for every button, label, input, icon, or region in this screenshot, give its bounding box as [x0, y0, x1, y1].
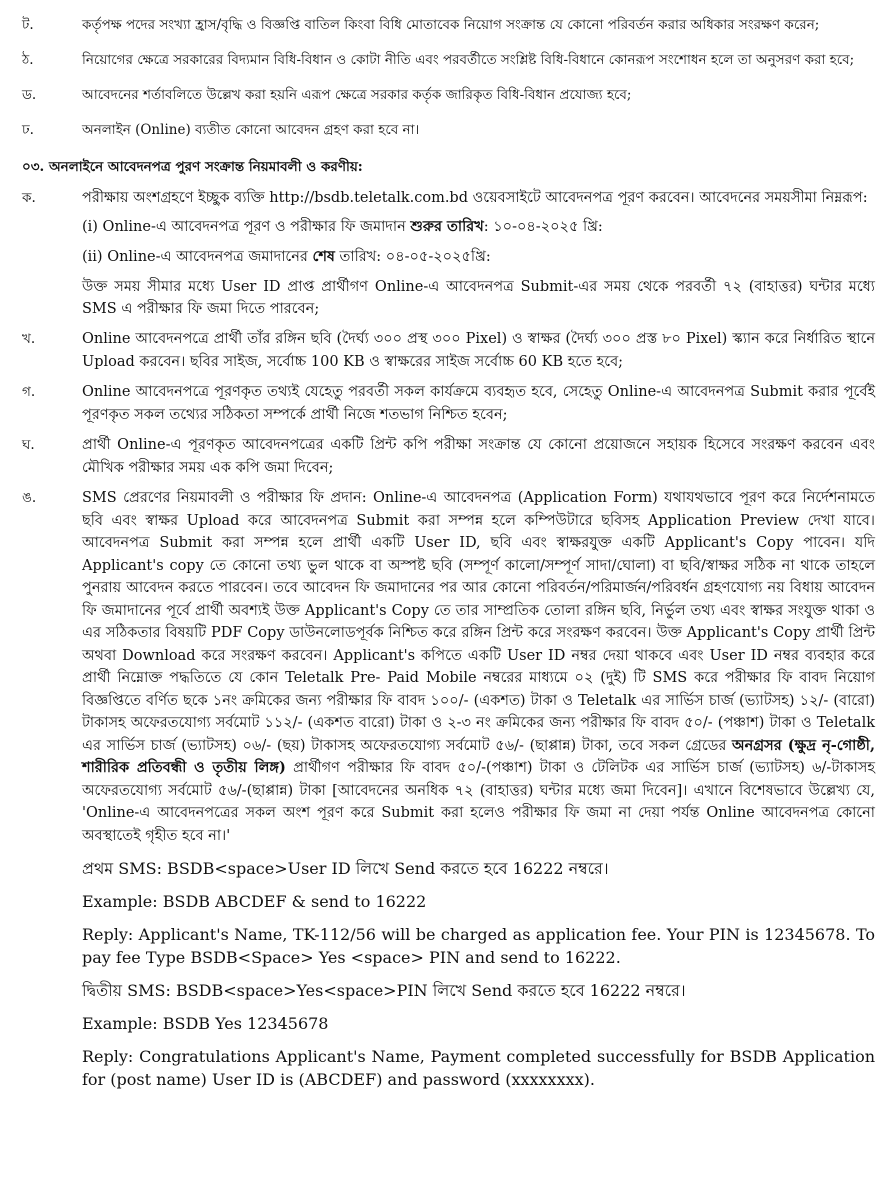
item-marker: ঘ. — [22, 437, 35, 453]
first-sms: প্রথম SMS: BSDB<space>User ID লিখে Send করতে হবে 16222 নম্বরে। — [82, 859, 609, 878]
second-sms: দ্বিতীয় SMS: BSDB<space>Yes<space>PIN লিখে Send করতে হবে 16222 নম্বরে। — [82, 981, 686, 1000]
item-text: আবেদনের শর্তাবলিতে উল্লেখ করা হয়নি এরূপ ক্ষেত্রে সরকার কর্তৃক জারিকৃত বিধি-বিধান প্রযোজ্য হবে; — [82, 87, 632, 103]
list-item-ka — [22, 187, 875, 210]
list-item-umo — [22, 487, 875, 847]
example-2: Example: BSDB Yes 12345678 — [82, 1014, 329, 1033]
item-text — [82, 487, 875, 847]
date-end-value: তারিখ: ০৪-০৫-২০২৫খ্রি: — [334, 249, 491, 265]
item-marker: ঙ. — [22, 490, 37, 506]
date-start-line — [82, 216, 875, 238]
list-item-gha — [22, 434, 875, 479]
item-marker: খ. — [22, 331, 36, 347]
item-text: অনলাইন (Online) ব্যতীত কোনো আবেদন গ্রহণ করা হবে না। — [82, 122, 420, 138]
date-start-prefix: (i) Online-এ আবেদনপত্র পূরণ ও পরীক্ষার ফি জমাদান — [82, 219, 411, 235]
item-text: পরীক্ষায় অংশগ্রহণে ইচ্ছুক ব্যক্তি http://bsdb.teletalk.com.bd ওয়েবসাইটে আবেদনপত্র পূরণ করবেন। আবেদনের সময়সীমা নিম্নরূপ: — [82, 190, 868, 206]
list-item-dha — [22, 119, 875, 142]
list-item-tha — [22, 49, 875, 72]
section-heading: ০৩. অনলাইনে আবেদনপত্র পুরণ সংক্রান্ত নিয়মাবলী ও করণীয়: — [22, 159, 363, 175]
item-text: নিয়োগের ক্ষেত্রে সরকারের বিদ্যমান বিধি-বিধান ও কোটা নীতি এবং পরবর্তীতে সংশ্লিষ্ট বিধি-বিধানে কোনরূপ সংশোধন হলে তা অনুসরণ করা হবে; — [82, 52, 855, 68]
list-item-ga — [22, 381, 875, 426]
item-text: প্রার্থী Online-এ পূরণকৃত আবেদনপত্রের একটি প্রিন্ট কপি পরীক্ষা সংক্রান্ত যে কোনো প্রয়োজনে সহায়ক হিসেবে সংরক্ষণ করবেন এবং মৌখিক পরীক্ষার সময় এক কপি জমা দিবেন; — [82, 437, 875, 476]
reply-1: Reply: Applicant's Name, TK-112/56 will be charged as application fee. Your PIN is 12345678. To pay fee Type BSDB<Space> Yes <space> PIN and send to 16222. — [82, 925, 875, 967]
date-end-label: শেষ — [312, 248, 335, 265]
item-marker: গ. — [22, 384, 36, 400]
example-1: Example: BSDB ABCDEF & send to 16222 — [82, 892, 427, 911]
sms-rules-bold: অনগ্রসর (ক্ষুদ্র নৃ-গোষ্ঠী, শারীরিক প্রতিবন্ধী ও তৃতীয় লিঙ্গ) — [82, 736, 876, 776]
reply-2: Reply: Congratulations Applicant's Name, Payment completed successfully for BSDB Application for (post name) User ID is (ABCDEF) and password (xxxxxxxx). — [82, 1047, 875, 1089]
item-text: কর্তৃপক্ষ পদের সংখ্যা হ্রাস/বৃদ্ধি ও বিজ্ঞপ্তি বাতিল কিংবা বিধি মোতাবেক নিয়োগ সংক্রান্ত যে কোনো পরিবর্তন করার অধিকার সংরক্ষণ করেন; — [82, 17, 820, 33]
list-item-ta — [22, 14, 875, 37]
item-text: Online আবেদনপত্রে পূরণকৃত তথ্যই যেহেতু পরবর্তী সকল কার্যক্রমে ব্যবহৃত হবে, সেহেতু Online-এ আবেদনপত্র Submit করার পূর্বেই পূরণকৃত সকল তথ্যের সঠিকতা সম্পর্কে প্রার্থী নিজে শতভাগ নিশ্চিত হবেন; — [82, 384, 875, 423]
sms-rules-text-b: প্রার্থীগণ পরীক্ষার ফি বাবদ ৫০/-(পঞ্চাশ) টাকা ও টেলিটক এর সার্ভিস চার্জ (ভ্যাটসহ) ৬/-টাকাসহ অফেরতযোগ্য সর্বমোট ৫৬/-(ছাপ্পান্ন) টাকা [আবেদনের অনধিক ৭২ (বাহাত্তর) ঘন্টার মধ্যে জমা দিবেন]। এখানে বিশেষভাবে উল্লেখ্য যে, 'Online-এ আবেদনপত্রের সকল অংশ পূরণ করে Submit করা হলেও পরীক্ষার ফি জমা না দেয়া পর্যন্ত Online আবেদনপত্র কোনো অবস্থাতেই গৃহীত হবে না।' — [82, 760, 875, 844]
date-start-value: : ১০-০৪-২০২৫ খ্রি: — [483, 219, 603, 235]
date-start-label: শুরুর তারিখ — [410, 218, 484, 235]
sms-rules-text-a: SMS প্রেরণের নিয়মাবলী ও পরীক্ষার ফি প্রদান: Online-এ আবেদনপত্র (Application Form) যথাযথভাবে পূরণ করে নির্দেশনামতে ছবি এবং স্বাক্ষর Upload করে আবেদনপত্র Submit করা সম্পন্ন হলে কম্পিউটারে ছবিসহ Application Preview দেখা যাবে। আবেদনপত্র Submit করা সম্পন্ন হলে প্রার্থী একটি User ID, ছবি এবং স্বাক্ষরযুক্ত একটি Applicant's Copy পাবেন। যদি Applicant's copy তে কোনো তথ্য ভুল থাকে বা অস্পষ্ট ছবি (সম্পূর্ণ কালো/সম্পূর্ণ সাদা/ঘোলা) বা ছবি/স্বাক্ষর সঠিক না থাকে তাহলে পুনরায় আবেদন করতে পারবেন। তবে আবেদন ফি জমাদানের পর আর কোনো পরিবর্তন/পরিমার্জন/পরিবর্ধন গ্রহণযোগ্য নয় বিধায় আবেদন ফি জমাদানের পূর্বে প্রার্থী অবশ্যই উক্ত Applicant's Copy তে তার সাম্প্রতিক তোলা রঙ্গিন ছবি, নির্ভুল তথ্য এবং স্বাক্ষর সংযুক্ত থাকা ও এর সঠিকতার বিষয়টি PDF Copy ডাউনলোডপূর্বক নিশ্চিত করে রঙ্গিন প্রিন্ট করে সংরক্ষণ করবেন। উক্ত Applicant's Copy প্রার্থী প্রিন্ট অথবা Download করে সংরক্ষণ করবেন। Applicant's কপিতে একটি User ID নম্বর দেয়া থাকবে এবং User ID নম্বর ব্যবহার করে প্রার্থী নিম্নোক্ত পদ্ধতিতে যে কোন Teletalk Pre- Paid Mobile নম্বরের মাধ্যমে ০২ (দুই) টি SMS করে পরীক্ষার ফি বাবদ নিয়োগ বিজ্ঞপ্তিতে বর্ণিত ছকে ১নং ক্রমিকের জন্য পরীক্ষার ফি বাবদ ১০০/- (একশত) টাকা ও Teletalk এর সার্ভিস চার্জ (ভ্যাটসহ) ১২/- (বারো) টাকাসহ অফেরতযোগ্য সর্বমোট ১১২/- (একশত বারো) টাকা ও ২-৩ নং ক্রমিকের জন্য পরীক্ষার ফি বাবদ ৫০/- (পঞ্চাশ) টাকা ও Teletalk এর সার্ভিস চার্জ (ভ্যাটসহ) ০৬/- (ছয়) টাকাসহ অফেরতযোগ্য সর্বমোট ৫৬/- (ছাপ্পান্ন) টাকা, তবে সকল গ্রেডের — [82, 490, 875, 754]
date-end-line — [82, 246, 875, 268]
item-marker: ঠ. — [22, 52, 34, 68]
list-item-kha — [22, 328, 875, 373]
date-end-prefix: (ii) Online-এ আবেদনপত্র জমাদানের — [82, 249, 313, 265]
item-marker: ঢ. — [22, 122, 34, 138]
item-marker: ট. — [22, 17, 34, 33]
item-marker: ড. — [22, 87, 37, 103]
list-item-da — [22, 84, 875, 107]
deadline-note: উক্ত সময় সীমার মধ্যে User ID প্রাপ্ত প্রার্থীগণ Online-এ আবেদনপত্র Submit-এর সময় থেকে পরবর্তী ৭২ (বাহাত্তর) ঘন্টার মধ্যে SMS এ পরীক্ষার ফি জমা দিতে পারবেন; — [82, 279, 875, 317]
item-text: Online আবেদনপত্রে প্রার্থী তাঁর রঙ্গিন ছবি (দৈর্ঘ্য ৩০০ প্রস্থ ৩০০ Pixel) ও স্বাক্ষর (দৈর্ঘ্য ৩০০ প্রস্ত ৮০ Pixel) স্ক্যান করে নির্ধারিত স্থানে Upload করবেন। ছবির সাইজ, সর্বোচ্চ 100 KB ও স্বাক্ষরের সাইজ সর্বোচ্চ 60 KB হতে হবে; — [82, 331, 875, 370]
item-marker: ক. — [22, 190, 36, 206]
